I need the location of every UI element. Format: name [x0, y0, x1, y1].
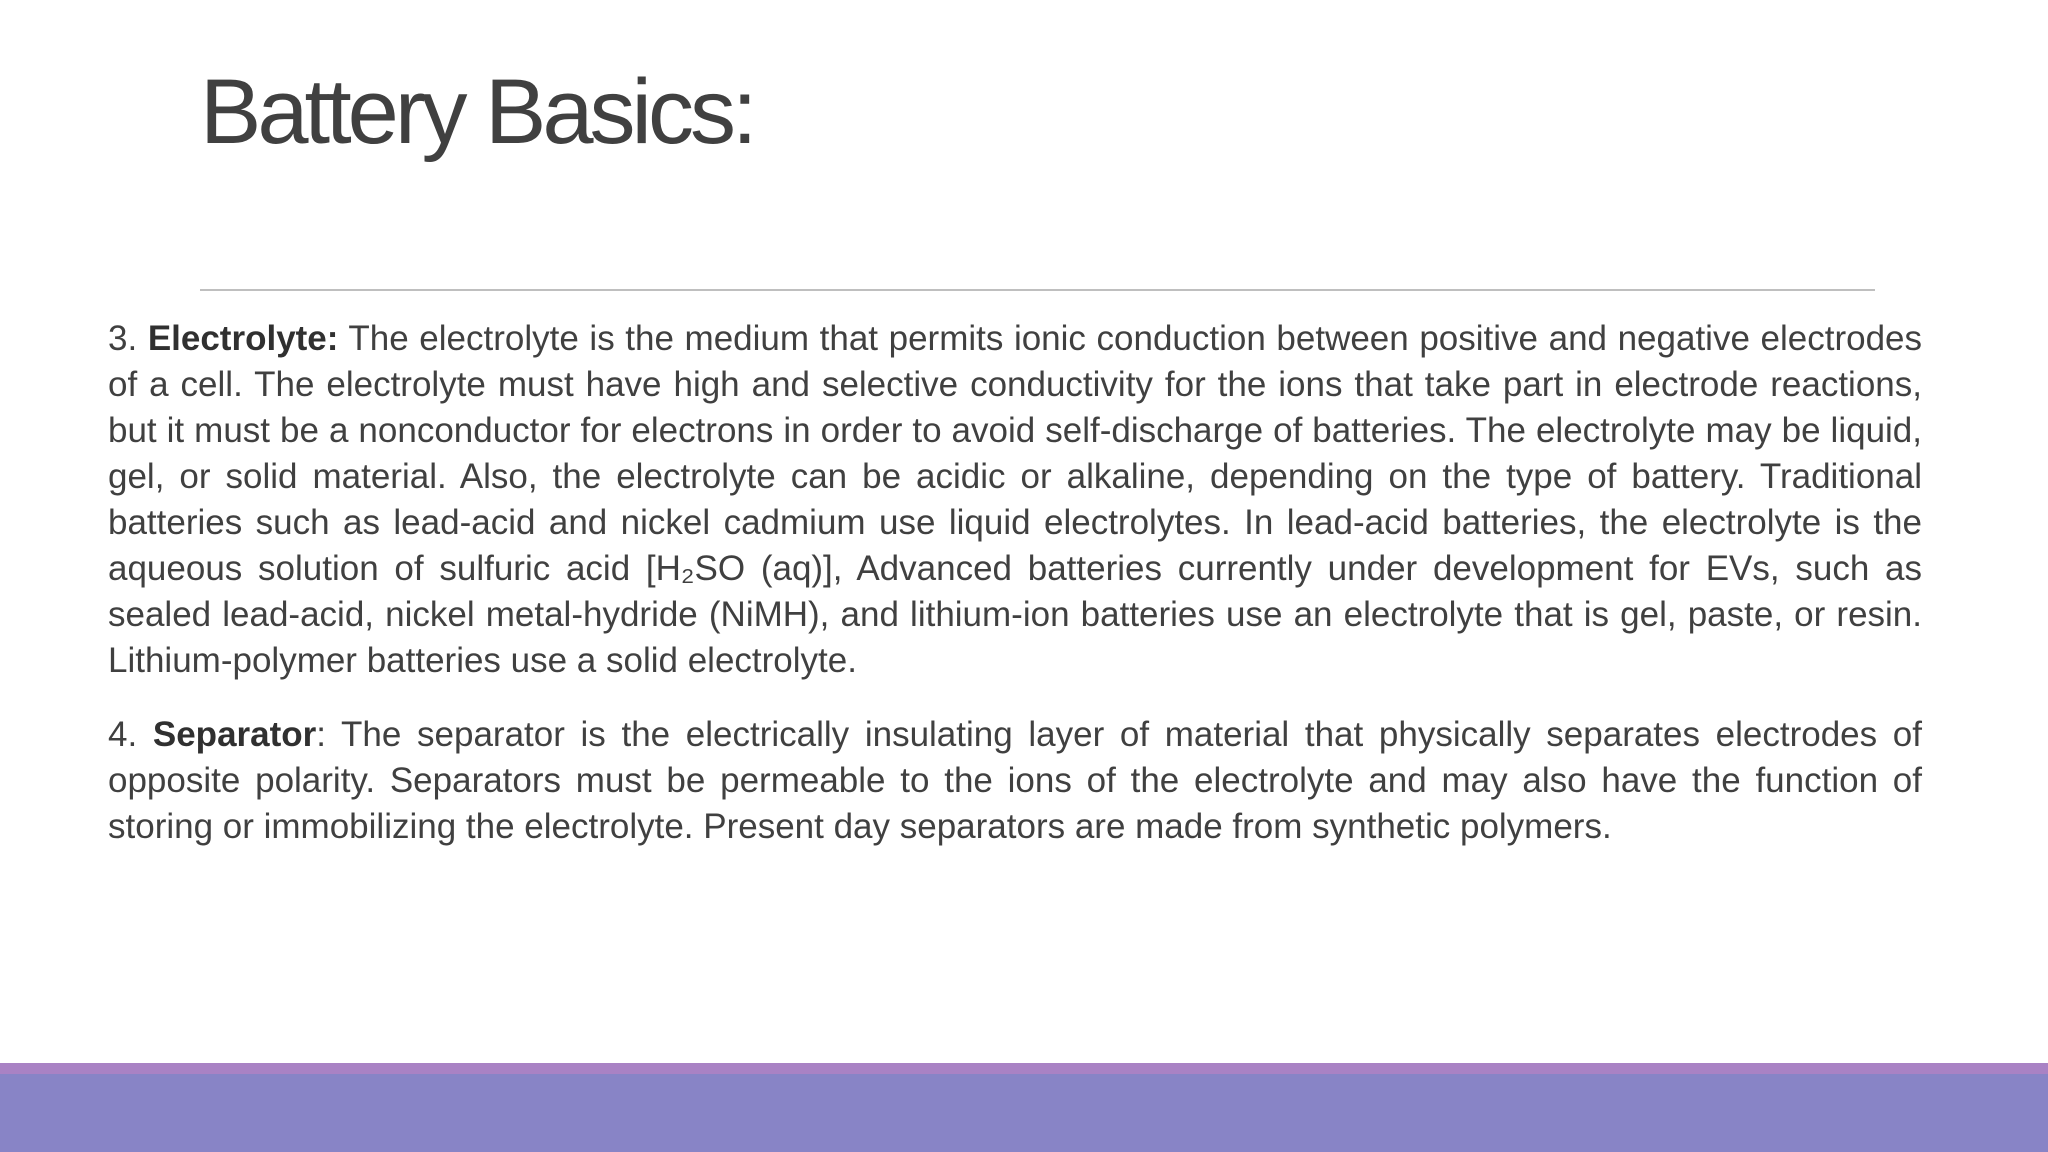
title-divider: [200, 289, 1875, 291]
footer-accent-stripe: [0, 1063, 2048, 1074]
slide-title: Battery Basics:: [200, 61, 754, 163]
footer-band: [0, 1074, 2048, 1152]
term-colon: :: [316, 715, 327, 754]
paragraph-separator: [108, 712, 1922, 850]
paragraph-number: 3.: [108, 319, 138, 358]
slide-body: [108, 316, 1922, 878]
term-electrolyte: Electrolyte:: [147, 319, 339, 358]
paragraph-electrolyte: [108, 316, 1922, 684]
paragraph-text: The electrolyte is the medium that permits ionic conduction between positive and negative electrodes of a cell. The electrolyte must have high and selective conductivity for the ions that take part in electrode reactions, but it must be a nonconductor for electrons in order to avoid self-discharge of batteries. The electrolyte may be liquid, gel, or solid material. Also, the electrolyte can be acidic or alkaline, depending on the type of battery. Traditional batteries such as lead-acid and nickel cadmium use liquid electrolytes. In lead-acid batteries, the electrolyte is the aqueous solution of sulfuric acid [H₂SO (aq)], Advanced batteries currently under development for EVs, such as sealed lead-acid, nickel metal-hydride (NiMH), and lithium-ion batteries use an electrolyte that is gel, paste, or resin. Lithium-polymer batteries use a solid electrolyte.: [108, 319, 1923, 680]
term-separator: Separator: [152, 715, 317, 754]
paragraph-number: 4.: [108, 715, 138, 754]
paragraph-text: The separator is the electrically insulating layer of material that physically separates electrodes of opposite polarity. Separators must be permeable to the ions of the electrolyte and may also have the function of storing or immobilizing the electrolyte. Present day separators are made from synthetic polymers.: [108, 715, 1922, 846]
